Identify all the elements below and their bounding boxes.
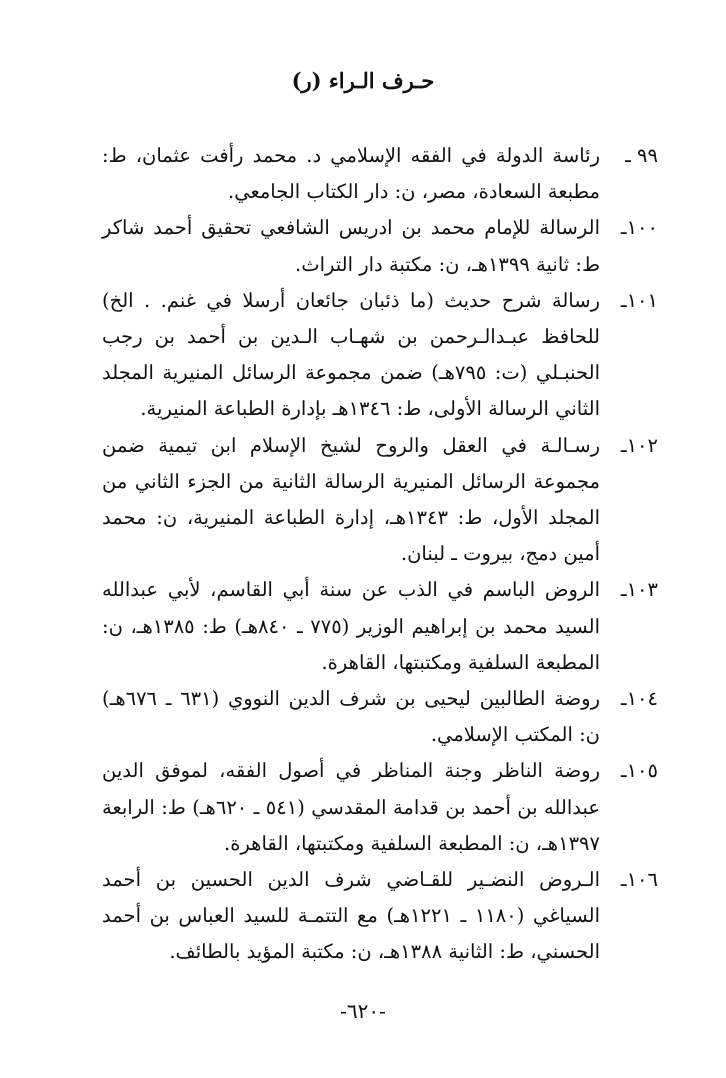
bibliography-entry bbox=[102, 681, 658, 753]
entry-number: ١٠٤ـ bbox=[620, 687, 658, 711]
entry-number: ١٠١ـ bbox=[620, 288, 658, 312]
entry-text: روضة الطالبين ليحيى بن شرف الدين النووي (٦٣١ ـ ٦٧٦هـ) ن: المكتب الإسلامي. bbox=[102, 687, 600, 747]
entry-text: روضة الناظر وجنة المناظر في أصول الفقه، لموفق الدين عبدالله بن أحمد بن قدامة المقدسي (٥٤١ ـ ٦٢٠هـ) ط: الرابعة ١٣٩٧هـ، ن: المطبعة السلفية ومكتبتها، القاهرة. bbox=[102, 759, 600, 855]
page-number: -٦٢٠- bbox=[340, 999, 386, 1023]
entry-number: ١٠٣ـ bbox=[620, 578, 658, 602]
bibliography-entry bbox=[102, 210, 658, 282]
entry-text: الرسالة للإمام محمد بن ادريس الشافعي تحقيق أحمد شاكر ط: ثانية ١٣٩٩هـ، ن: مكتبة دار التراث. bbox=[102, 216, 600, 276]
entry-number: ١٠٢ـ bbox=[620, 433, 658, 457]
entry-number: ١٠٠ـ bbox=[620, 216, 658, 240]
bibliography-entry bbox=[102, 283, 658, 428]
entry-text: رئاسة الدولة في الفقه الإسلامي د. محمد رأفت عثمان، ط: مطبعة السعادة، مصر، ن: دار الكتاب الجامعي. bbox=[102, 144, 600, 204]
entry-number: ١٠٦ـ bbox=[620, 868, 658, 892]
entry-text: رسـالـة في العقل والروح لشيخ الإسلام ابن تيمية ضمن مجموعة الرسائل المنيرية الرسالة الثانية من الجزء الثاني من المجلد الأول، ط: ١٣٤٣هـ، إدارة الطباعة المنيرية، ن: محمد أمين دمج، بيروت ـ لبنان. bbox=[102, 433, 600, 566]
bibliography-entry bbox=[102, 428, 658, 573]
entry-text: رسالة شرح حديث (ما ذئبان جائعان أرسلا في غنم. . الخ) للحافظ عبـدالـرحمن بن شهـاب الـدين بن أحمد بن رجب الحنبـلي (ت: ٧٩٥هـ) ضمن مجموعة الرسائل المنيرية المجلد الثاني الرسالة الأولى، ط: ١٣٤٦هـ بإدارة الطباعة المنيرية. bbox=[102, 288, 600, 421]
bibliography-list bbox=[102, 138, 658, 971]
bibliography-entry bbox=[102, 572, 658, 681]
entry-number: ١٠٥ـ bbox=[620, 759, 658, 783]
entry-number: ٩٩ ـ bbox=[625, 144, 658, 167]
bibliography-entry bbox=[102, 138, 658, 210]
bibliography-entry bbox=[102, 753, 658, 862]
bibliography-entry bbox=[102, 862, 658, 971]
entry-text: الـروض النضـير للقـاضي شرف الدين الحسين بن أحمد السياغي (١١٨٠ ـ ١٢٢١هـ) مع التتمـة للسيد العباس بن أحمد الحسني، ط: الثانية ١٣٨٨هـ، ن: مكتبة المؤيد بالطائف. bbox=[102, 868, 600, 964]
entry-text: الروض الباسم في الذب عن سنة أبي القاسم، لأبي عبدالله السيد محمد بن إبراهيم الوزير (٧٧٥ ـ ٨٤٠هـ) ط: ١٣٨٥هـ، ن: المطبعة السلفية ومكتبتها، القاهرة. bbox=[102, 578, 600, 674]
section-heading: حـرف الـراء (ر) bbox=[291, 68, 435, 93]
